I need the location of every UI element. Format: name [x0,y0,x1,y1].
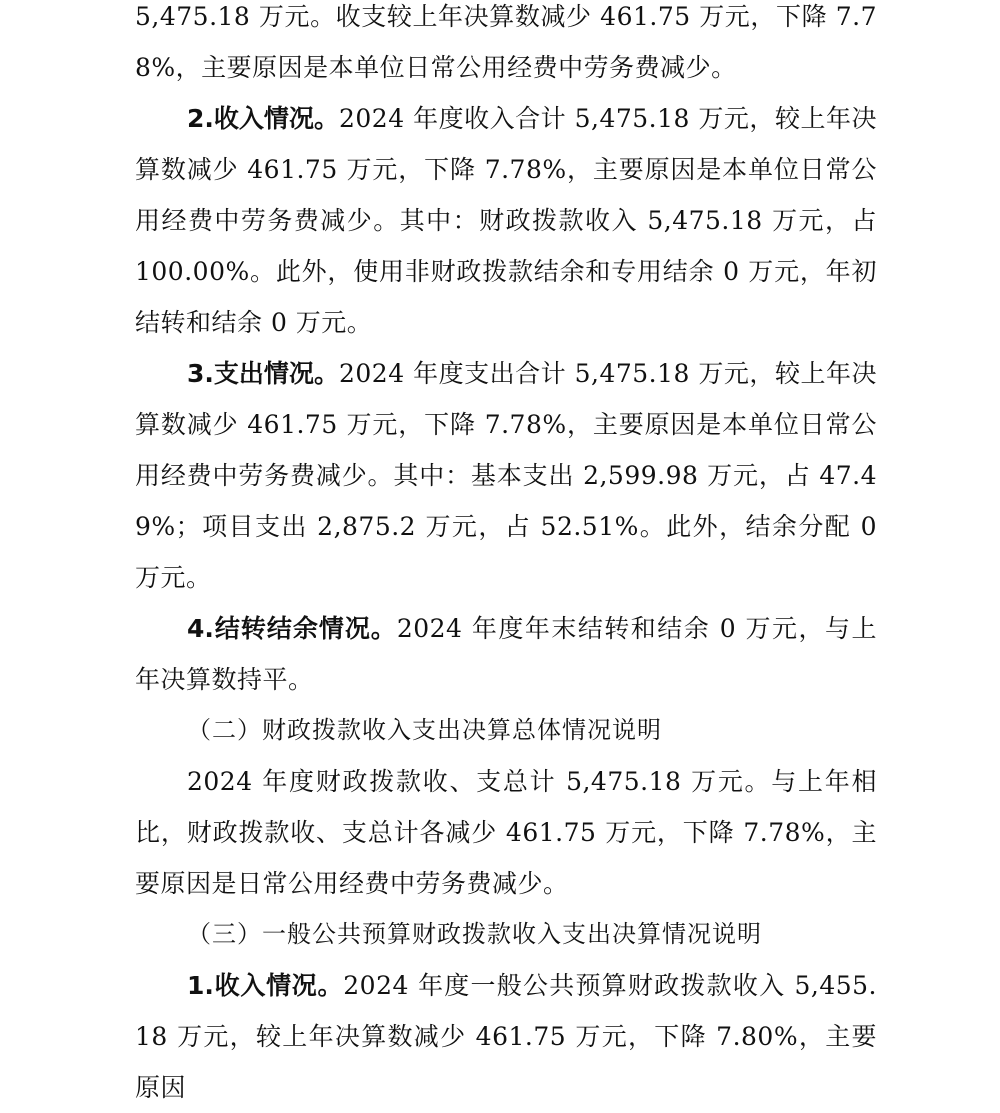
paragraph-income [135,93,877,348]
paragraph-text: 2024 年度一般公共预算财政拨款收入 5,455.18 万元，较上年决算数减少 461.75 万元，下降 7.80%，主要原因 [135,971,877,1102]
paragraph-fiscal-total [135,756,877,909]
section-heading-fiscal-total: （二）财政拨款收入支出决算总体情况说明 [187,716,662,744]
paragraph-expenditure [135,348,877,603]
paragraph-text: 2024 年度支出合计 5,475.18 万元，较上年决算数减少 461.75 万元，下降 7.78%，主要原因是本单位日常公用经费中劳务费减少。其中：基本支出 2,599.98 万元，占 47.49%；项目支出 2,875.2 万元，占 52.51%。此外，结余分配 0 万元。 [135,359,877,592]
paragraph-carryover [135,603,877,705]
section-heading-general-budget: （三）一般公共预算财政拨款收入支出决算情况说明 [187,920,762,948]
paragraph-general-budget-income [135,960,877,1113]
paragraph-heading: 3.支出情况。 [187,359,339,388]
paragraph-heading: 4.结转结余情况。 [187,614,397,643]
paragraph-text: 2024 年度财政拨款收、支总计 5,475.18 万元。与上年相比，财政拨款收、支总计各减少 461.75 万元，下降 7.78%，主要原因是日常公用经费中劳务费减少。 [135,767,877,898]
paragraph-text: 2024 年度收入合计 5,475.18 万元，较上年决算数减少 461.75 万元，下降 7.78%，主要原因是本单位日常公用经费中劳务费减少。其中：财政拨款收入 5,475.18 万元，占 100.00%。此外，使用非财政拨款结余和专用结余 0 万元，年初结转和结余 0 万元。 [135,104,877,337]
document-body [135,0,877,1113]
paragraph-text: 2024 年度年末结转和结余 0 万元，与上年决算数持平。 [135,614,877,694]
paragraph-text: 5,475.18 万元。收支较上年决算数减少 461.75 万元，下降 7.78%，主要原因是本单位日常公用经费中劳务费减少。 [135,2,877,82]
paragraph-heading: 1.收入情况。 [187,971,344,1000]
paragraph-summary-continued [135,0,877,93]
paragraph-heading: 2.收入情况。 [187,104,339,133]
